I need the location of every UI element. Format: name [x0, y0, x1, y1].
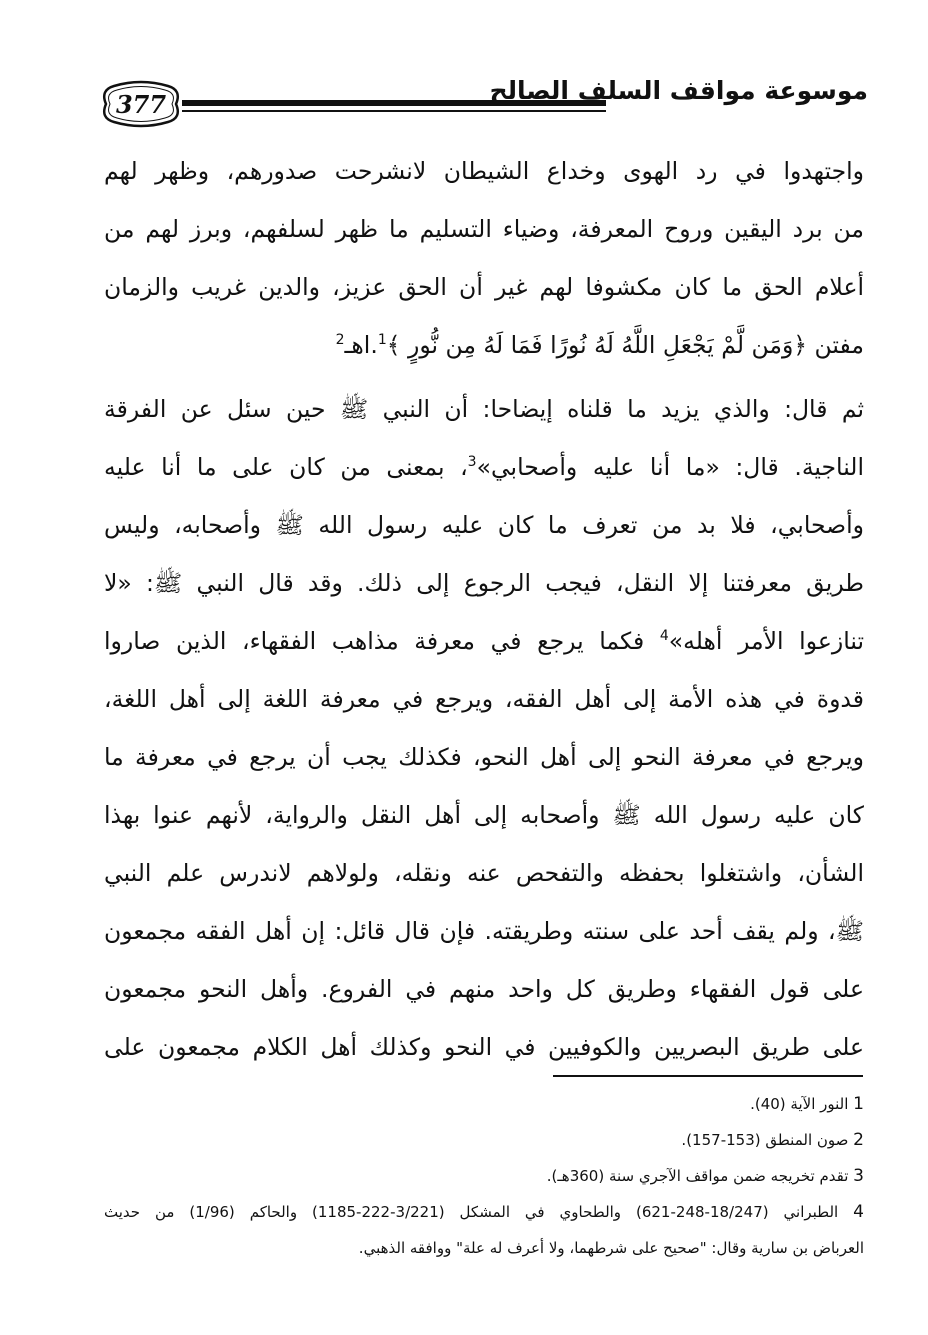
- footnote-text: صون المنطق (153-157).: [681, 1131, 849, 1149]
- text-line: على طريق البصريين والكوفيين في النحو وكذلك أهل الكلام مجمعون على: [104, 1033, 864, 1061]
- end-quote-mark: .اهـ: [344, 331, 378, 359]
- text-fragment: ، بمعنى من كان على ما أنا عليه: [104, 453, 468, 481]
- footnote: [104, 1158, 864, 1194]
- text-line: ثم قال: والذي يزيد ما قلناه إيضاحا: أن النبي ﷺ حين سئل عن الفرقة: [104, 395, 864, 423]
- series-title: موسوعة مواقف السلف الصالح: [489, 76, 868, 105]
- footnote-number: 3: [853, 1166, 864, 1186]
- footnote-text: العرباض بن سارية وقال: "صحيح على شرطهما، ولا أعرف له علة" ووافقه الذهبي.: [358, 1239, 864, 1257]
- footnote-ref: 1: [377, 332, 387, 349]
- main-text: [104, 142, 864, 1076]
- footnote-ref: 3: [467, 454, 477, 471]
- footnote: [104, 1194, 864, 1230]
- text-line: ويرجع في معرفة النحو إلى أهل النحو، فكذلك يجب أن يرجع في معرفة ما: [104, 743, 864, 771]
- text-line: من برد اليقين وروح المعرفة، وضياء التسليم ما ظهر لسلفهم، وبرز لهم من: [104, 215, 864, 243]
- footnote-number: 4: [853, 1202, 864, 1222]
- footnote: [104, 1086, 864, 1122]
- footnote: [104, 1122, 864, 1158]
- footnote-ref: 2: [335, 332, 345, 349]
- footnotes: [104, 1086, 864, 1266]
- text-line: [104, 438, 864, 496]
- text-line: [104, 316, 864, 374]
- quran-verse: مفتن ﴿وَمَن لَّمْ يَجْعَلِ اللَّهُ لَهُ نُورًا فَمَا لَهُ مِن نُّورٍ ﴾: [386, 331, 864, 359]
- footnote-number: 2: [853, 1130, 864, 1150]
- page-number-badge: [96, 80, 186, 128]
- footnote-number: 1: [853, 1094, 864, 1114]
- text-line: واجتهدوا في رد الهوى وخداع الشيطان لانشرحت صدورهم، وظهر لهم: [104, 157, 864, 185]
- footnote-ref: 4: [659, 628, 669, 645]
- hadith-quote: الناجية. قال: «ما أنا عليه وأصحابي»: [476, 453, 864, 481]
- text-fragment: فكما يرجع في معرفة مذاهب الفقهاء، الذين صاروا: [104, 627, 660, 655]
- text-line: الشأن، واشتغلوا بحفظه والتفحص عنه ونقله، ولولاهم لاندرس علم النبي: [104, 859, 864, 887]
- text-line: على قول الفقهاء وطريق كل واحد منهم في الفروع. وأهل النحو مجمعون: [104, 975, 864, 1003]
- text-line: [104, 612, 864, 670]
- footnote-text: الطبراني (18/247-248-621) والطحاوي في المشكل (3/221-222-1185) والحاكم (1/96) من حديث: [104, 1203, 839, 1221]
- text-line: ﷺ، ولم يقف أحد على سنته وطريقته. فإن قال قائل: إن أهل الفقه مجمعون: [104, 917, 864, 945]
- text-line: أعلام الحق ما كان مكشوفا لهم غير أن الحق عزيز، والدين غريب والزمان: [104, 273, 864, 301]
- footnote-separator: [553, 1075, 863, 1077]
- footnote-text: النور الآية (40).: [750, 1095, 849, 1113]
- text-line: كان عليه رسول الله ﷺ وأصحابه إلى أهل النقل والرواية، لأنهم عنوا بهذا: [104, 801, 864, 829]
- header-rule-thin: [182, 110, 606, 112]
- footnote-continuation: [104, 1230, 864, 1266]
- text-line: قدوة في هذه الأمة إلى أهل الفقه، ويرجع في معرفة اللغة إلى أهل اللغة،: [104, 685, 864, 713]
- hadith-quote: تنازعوا الأمر أهله»: [668, 627, 865, 655]
- footnote-text: تقدم تخريجه ضمن مواقف الآجري سنة (360هـ).: [546, 1167, 849, 1185]
- page-number: 377: [115, 89, 167, 119]
- text-line: وأصحابي، فلا بد من تعرف ما كان عليه رسول الله ﷺ وأصحابه، وليس: [104, 511, 864, 539]
- text-line: طريق معرفتنا إلا النقل، فيجب الرجوع إلى ذلك. وقد قال النبي ﷺ: «لا: [104, 569, 864, 597]
- page-header: [96, 70, 868, 142]
